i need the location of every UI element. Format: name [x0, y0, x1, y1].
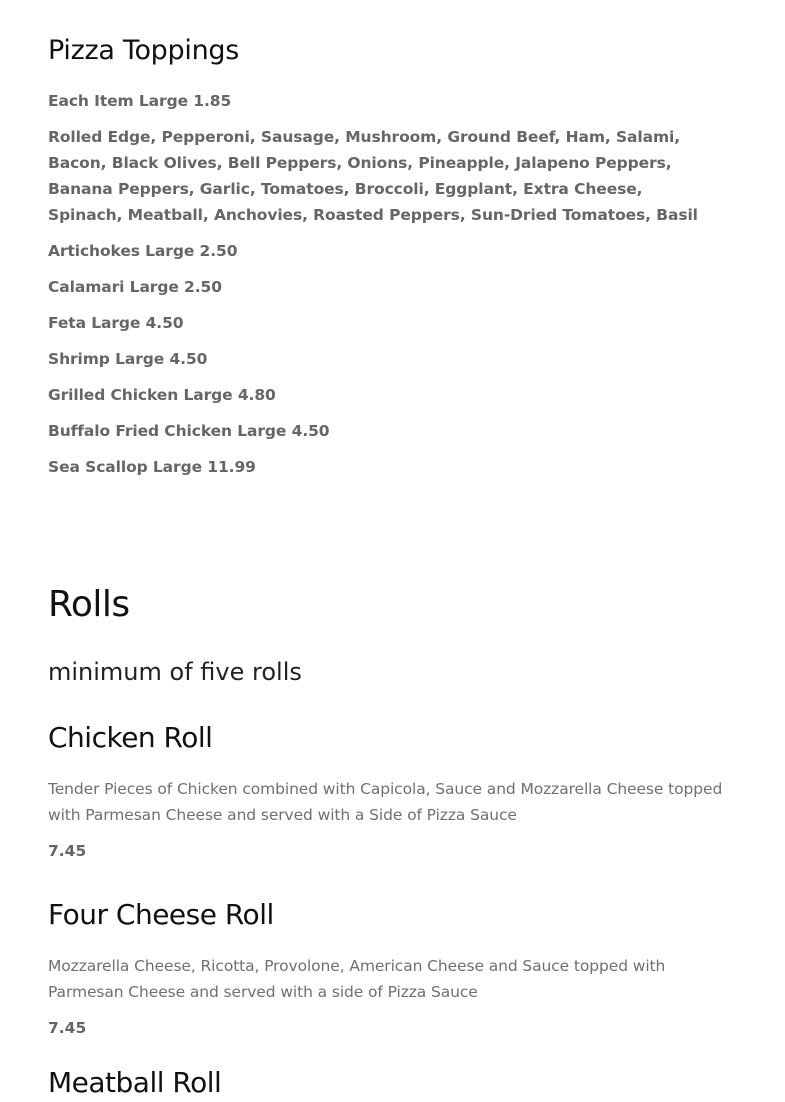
topping-each-item: Each Item Large 1.85	[48, 92, 232, 110]
toppings-list	[48, 88, 728, 490]
rolls-subheading: minimum of five rolls	[48, 658, 302, 686]
topping-sea-scallop: Sea Scallop Large 11.99	[48, 458, 256, 476]
pizza-toppings-heading: Pizza Toppings	[48, 35, 239, 66]
meatball-roll-title: Meatball Roll	[48, 1066, 222, 1099]
four-cheese-roll-description: Mozzarella Cheese, Ricotta, Provolone, American Cheese and Sauce topped with Parmesan Cheese and served with a side of Pizza Sauce	[48, 957, 666, 1001]
chicken-roll-title: Chicken Roll	[48, 721, 213, 754]
topping-artichokes: Artichokes Large 2.50	[48, 242, 238, 260]
topping-grilled-chicken: Grilled Chicken Large 4.80	[48, 386, 276, 404]
topping-calamari: Calamari Large 2.50	[48, 278, 222, 296]
chicken-roll-description: Tender Pieces of Chicken combined with Capicola, Sauce and Mozzarella Cheese topped with Parmesan Cheese and served with a Side of Pizza Sauce	[48, 780, 723, 824]
four-cheese-roll-title: Four Cheese Roll	[48, 898, 274, 931]
topping-shrimp: Shrimp Large 4.50	[48, 350, 208, 368]
topping-buffalo-fried-chicken: Buffalo Fried Chicken Large 4.50	[48, 422, 330, 440]
four-cheese-roll-price: 7.45	[48, 1019, 87, 1037]
topping-feta: Feta Large 4.50	[48, 314, 184, 332]
rolls-heading: Rolls	[48, 584, 130, 625]
topping-items-list: Rolled Edge, Pepperoni, Sausage, Mushroom, Ground Beef, Ham, Salami, Bacon, Black Olives, Bell Peppers, Onions, Pineapple, Jalapeno Peppers, Banana Peppers, Garlic, Tomatoes, Broccoli, Eggplant, Extra Cheese, Spinach, Meatball, Anchovies, Roasted Peppers, Sun-Dried Tomatoes, Basil	[48, 128, 698, 224]
chicken-roll-price: 7.45	[48, 842, 87, 860]
